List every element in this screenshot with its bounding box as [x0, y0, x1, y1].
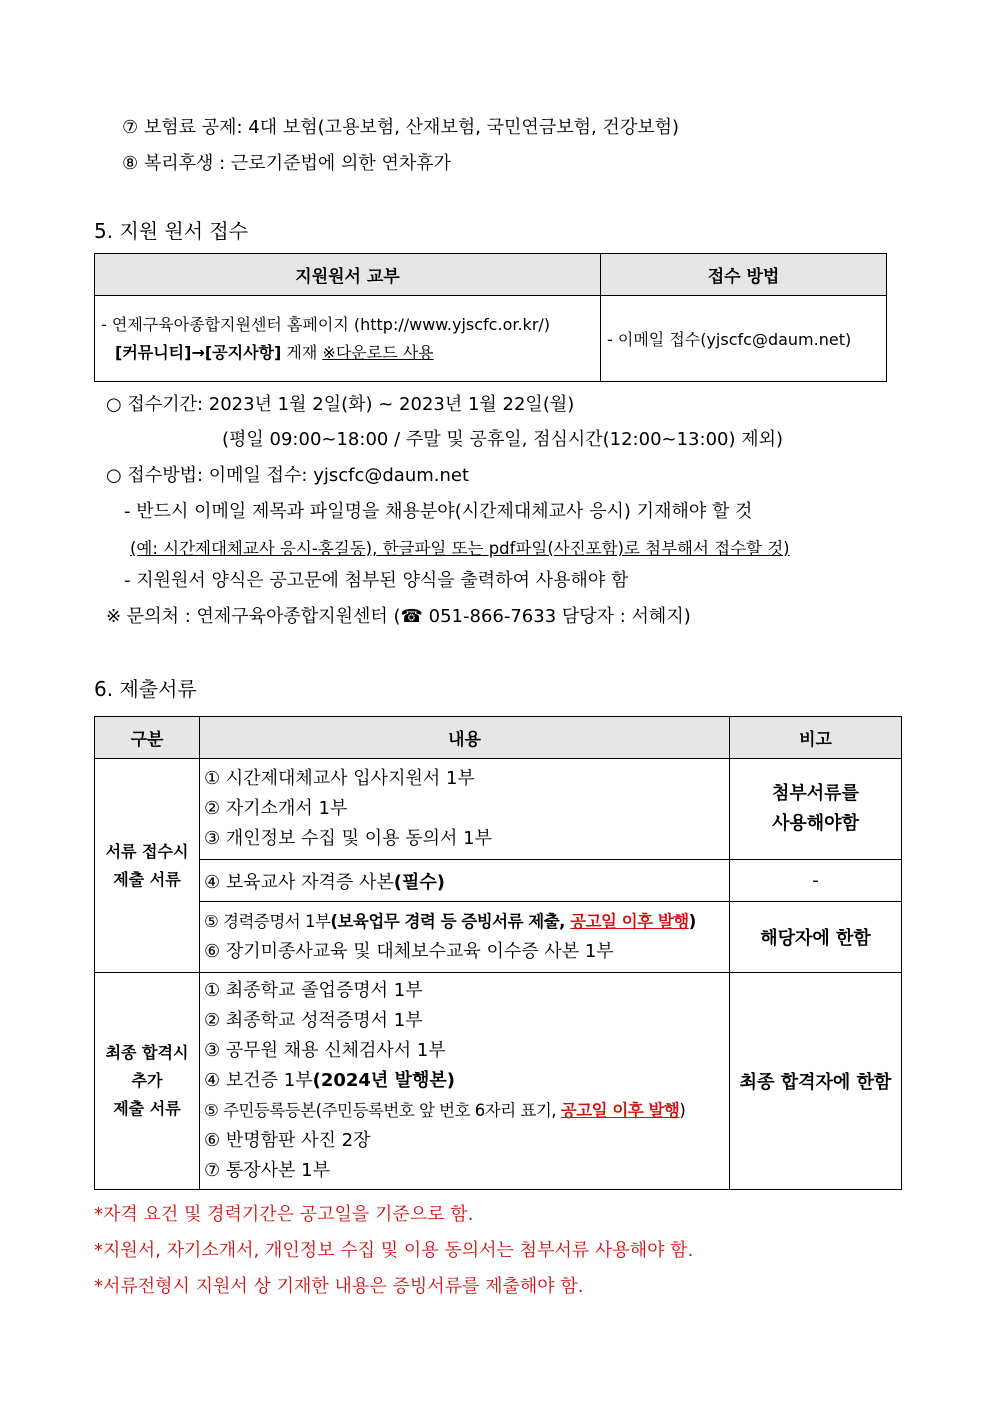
resident-cert: ⑤ 주민등록등본	[204, 1101, 316, 1120]
group2-label	[95, 973, 200, 1190]
group2-label-line1: 최종 합격시	[105, 1043, 189, 1062]
note-item: *지원서, 자기소개서, 개인정보 수집 및 이용 동의서는 첨부서류 사용해야 함.	[94, 1240, 694, 1261]
header-method: 접수 방법	[601, 254, 887, 296]
note-line2: 사용해야함	[772, 813, 859, 834]
list-item	[204, 1096, 729, 1126]
method-sub1: - 반드시 이메일 제목과 파일명을 채용분야(시간제대체교사 응시) 기재해야 할 것	[124, 501, 753, 522]
distribution-cell	[95, 296, 601, 382]
group1-label-line1: 서류 접수시	[105, 841, 189, 861]
contact-suffix: 051-866-7633 담당자 : 서혜지)	[422, 606, 691, 627]
career-cert: ⑤ 경력증명서 1부	[204, 912, 331, 931]
issued-after-notice: 공고일 이후 발행	[560, 1101, 680, 1120]
group1-row3-content	[200, 902, 730, 973]
health-cert-year: (2024년 발행본)	[312, 1070, 455, 1091]
notes	[94, 1197, 693, 1305]
group2-content	[200, 973, 730, 1190]
license-copy: ④ 보육교사 자격증 사본	[204, 871, 394, 893]
list-item: ② 최종학교 성적증명서 1부	[204, 1010, 423, 1031]
method-line: ○ 접수방법: 이메일 접수: yjscfc@daum.net	[106, 465, 470, 486]
section5-title: 5. 지원 원서 접수	[94, 219, 249, 243]
header-category: 구분	[95, 717, 200, 759]
paren-close: )	[679, 1101, 686, 1120]
documents-table	[94, 716, 902, 1190]
item-insurance: ⑦ 보험료 공제: 4대 보험(고용보험, 산재보험, 국민연금보험, 건강보험)	[122, 117, 680, 138]
note-item: *자격 요건 및 경력기간은 공고일을 기준으로 함.	[94, 1204, 474, 1225]
group1-row2-note: -	[730, 860, 902, 902]
period-line: ○ 접수기간: 2023년 1월 2일(화) ~ 2023년 1월 22일(월)	[106, 394, 575, 415]
list-item: ⑥ 반명함판 사진 2장	[204, 1130, 371, 1151]
method-sub2: (예: 시간제대체교사 응시-홍길동), 한글파일 또는 pdf파일(사진포함)로 첨부해서 접수할 것)	[130, 539, 790, 558]
phone-icon: ☎	[400, 606, 423, 627]
issued-after-notice: 공고일 이후 발행	[570, 912, 689, 931]
group2-label-line3: 제출 서류	[113, 1099, 181, 1118]
group2-label-line2: 추가	[131, 1071, 163, 1090]
required-mark: (필수)	[393, 871, 446, 893]
method-cell: - 이메일 접수(yjscfc@daum.net)	[601, 296, 887, 382]
group1-label-line2: 제출 서류	[113, 869, 181, 889]
list-item: ③ 공무원 채용 신체검사서 1부	[204, 1040, 446, 1061]
group2-note: 최종 합격자에 한함	[730, 973, 902, 1190]
note-line1: 첨부서류를	[772, 783, 859, 804]
group1-row1-note	[730, 759, 902, 860]
list-item: ② 자기소개서 1부	[204, 798, 348, 819]
section6-title: 6. 제출서류	[94, 677, 197, 701]
list-item	[204, 1066, 729, 1096]
period-note: (평일 09:00~18:00 / 주말 및 공휴일, 점심시간(12:00~13:00) 제외)	[222, 429, 784, 450]
item-welfare: ⑧ 복리후생 : 근로기준법에 의한 연차휴가	[122, 153, 452, 174]
note-item: *서류전형시 지원서 상 기재한 내용은 증빙서류를 제출해야 함.	[94, 1276, 584, 1297]
distribution-line2	[101, 339, 600, 367]
list-item: ① 최종학교 졸업증명서 1부	[204, 980, 423, 1001]
header-content: 내용	[200, 717, 730, 759]
group1-label	[95, 759, 200, 973]
health-cert: ④ 보건증 1부	[204, 1070, 313, 1091]
list-item: ① 시간제대체교사 입사지원서 1부	[204, 768, 475, 789]
group1-row1-content	[200, 759, 730, 860]
resident-cert-detail: (주민등록번호 앞 번호 6자리 표기,	[315, 1101, 561, 1120]
list-item: ③ 개인정보 수집 및 이용 동의서 1부	[204, 828, 492, 849]
paren-close: )	[688, 912, 696, 931]
group1-row2-content	[200, 860, 730, 902]
header-remarks: 비고	[730, 717, 902, 759]
group1-row3-note: 해당자에 한함	[730, 902, 902, 973]
application-table	[94, 253, 887, 382]
list-item	[204, 907, 729, 937]
community-notice-path: [커뮤니티]→[공지사항]	[115, 342, 282, 362]
contact-line	[106, 605, 691, 629]
method-sub3: - 지원원서 양식은 공고문에 첨부된 양식을 출력하여 사용해야 함	[124, 570, 629, 591]
distribution-line1: - 연제구육아종합지원센터 홈페이지 (http://www.yjscfc.or.kr/)	[101, 314, 551, 334]
list-item: ⑥ 장기미종사교육 및 대체보수교육 이수증 사본 1부	[204, 941, 614, 962]
header-distribution: 지원원서 교부	[95, 254, 601, 296]
list-item: ⑦ 통장사본 1부	[204, 1160, 330, 1181]
contact-prefix: ※ 문의처 : 연제구육아종합지원센터 (	[106, 606, 401, 627]
download-note: ※다운로드 사용	[322, 342, 434, 362]
career-cert-detail: (보육업무 경력 등 증빙서류 제출,	[330, 912, 571, 931]
posted-text: 게재	[281, 342, 323, 362]
